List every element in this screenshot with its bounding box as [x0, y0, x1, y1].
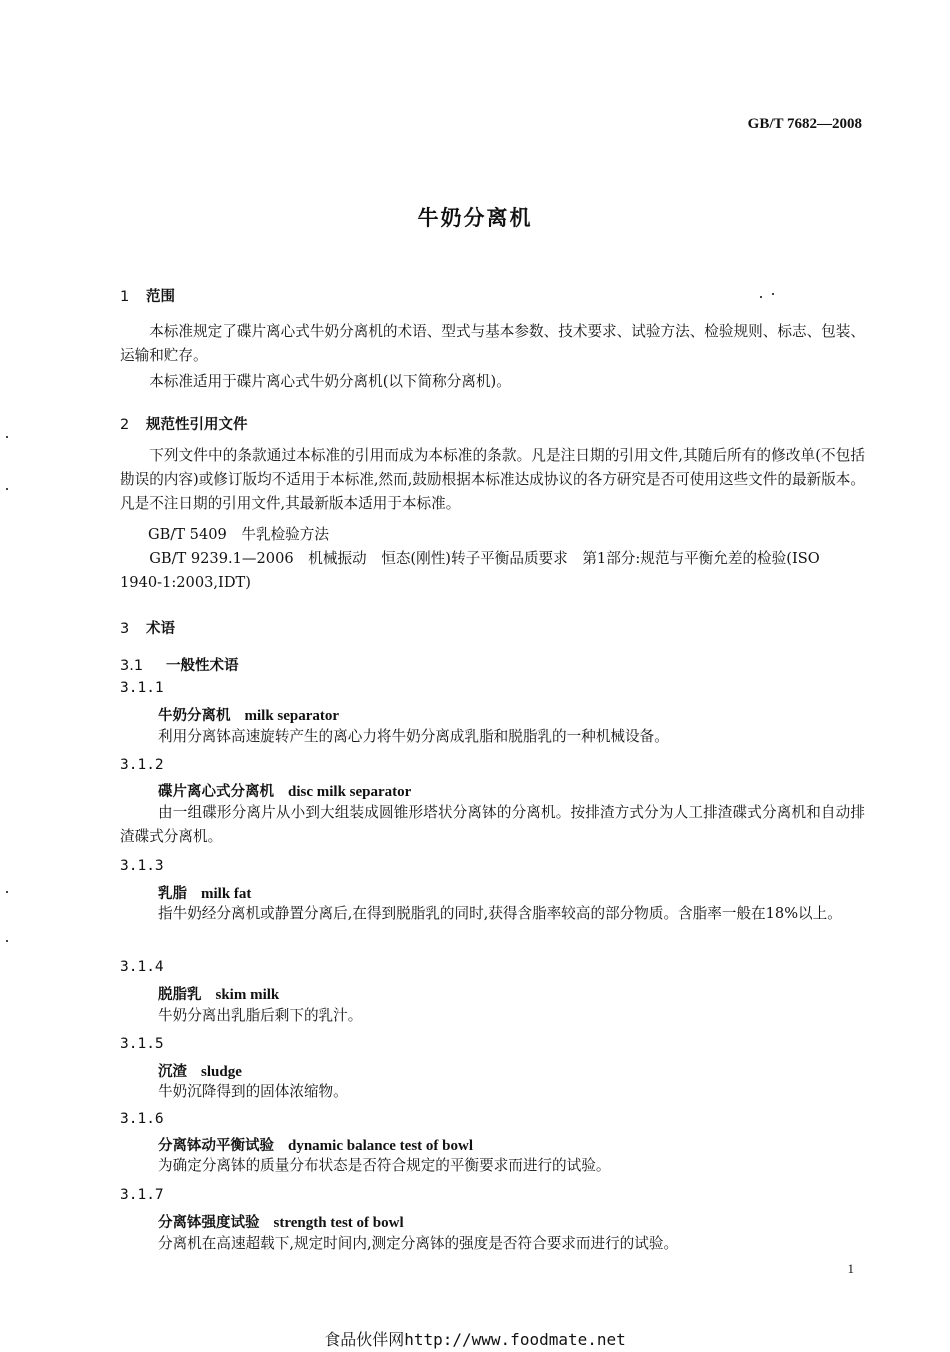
subsection-heading	[120, 654, 239, 675]
term-definition: 牛奶分离出乳脂后剩下的乳汁。	[158, 1007, 363, 1024]
section-3-heading	[120, 617, 175, 638]
scan-speck	[760, 296, 762, 298]
term-en: milk separator	[244, 708, 340, 724]
section-title: 术语	[146, 621, 175, 637]
term-definition: 由一组碟形分离片从小到大组装成圆锥形塔状分离钵的分离机。按排渣方式分为人工排渣碟式分离机和自动排渣碟式分离机。	[120, 804, 865, 845]
term-id: 3.1.1	[120, 680, 164, 696]
section-number: 2	[120, 417, 130, 433]
paragraph: 下列文件中的条款通过本标准的引用而成为本标准的条款。凡是注日期的引用文件,其随后所有的修改单(不包括勘误的内容)或修订版均不适用于本标准,然而,鼓励根据本标准达成协议的各方研究是否可使用这些文件的最新版本。凡是不注日期的引用文件,其最新版本适用于本标准。	[120, 447, 865, 512]
term-definition: 牛奶沉降得到的固体浓缩物。	[158, 1083, 348, 1100]
term-zh: 沉渣	[158, 1063, 187, 1080]
term-zh: 脱脂乳	[158, 986, 202, 1003]
scan-speck	[6, 891, 8, 893]
term-heading	[158, 780, 411, 801]
term-en: dynamic balance test of bowl	[288, 1138, 473, 1154]
term-zh: 乳脂	[158, 885, 187, 902]
scan-speck	[772, 293, 774, 295]
term-zh: 分离钵强度试验	[158, 1214, 260, 1231]
term-zh: 碟片离心式分离机	[158, 783, 274, 800]
term-id: 3.1.6	[120, 1111, 164, 1127]
reference-item: GB/T 5409 牛乳检验方法	[148, 526, 329, 543]
term-heading	[158, 1060, 242, 1081]
term-heading	[158, 983, 279, 1004]
scan-speck	[6, 488, 8, 490]
document-title: 牛奶分离机	[417, 206, 533, 230]
section-2-heading	[120, 413, 248, 434]
term-en: disc milk separator	[288, 784, 412, 800]
term-id: 3.1.3	[120, 858, 164, 874]
section-number: 3	[120, 621, 130, 637]
term-definition: 分离机在高速超载下,规定时间内,测定分离钵的强度是否符合要求而进行的试验。	[158, 1235, 679, 1252]
term-zh: 牛奶分离机	[158, 707, 231, 724]
section-number: 1	[120, 289, 130, 305]
scan-speck	[6, 436, 8, 438]
term-definition: 为确定分离钵的质量分布状态是否符合规定的平衡要求而进行的试验。	[158, 1157, 611, 1174]
page-number: 1	[847, 1261, 854, 1276]
section-title: 规范性引用文件	[146, 417, 248, 433]
footer-watermark: 食品伙伴网http://www.foodmate.net	[324, 1330, 626, 1349]
reference-item: GB/T 9239.1—2006 机械振动 恒态(刚性)转子平衡品质要求 第1部分:规范与平衡允差的检验(ISO 1940-1:2003,IDT)	[120, 550, 820, 591]
term-id: 3.1.4	[120, 959, 164, 975]
term-en: milk fat	[201, 886, 252, 902]
term-heading	[158, 704, 339, 725]
term-en: skim milk	[215, 987, 280, 1003]
term-heading	[158, 1211, 404, 1232]
term-en: sludge	[201, 1064, 242, 1080]
standard-code: GB/T 7682—2008	[747, 116, 862, 132]
paragraph: 本标准规定了碟片离心式牛奶分离机的术语、型式与基本参数、技术要求、试验方法、检验规则、标志、包装、运输和贮存。	[120, 323, 865, 364]
term-id: 3.1.5	[120, 1036, 164, 1052]
section-1-heading	[120, 285, 175, 306]
scan-speck	[6, 940, 8, 942]
term-heading	[158, 1134, 473, 1155]
section-title: 范围	[146, 289, 175, 305]
term-id: 3.1.7	[120, 1187, 164, 1203]
term-id: 3.1.2	[120, 757, 164, 773]
subsection-number: 3.1	[120, 658, 144, 674]
subsection-title: 一般性术语	[166, 658, 239, 674]
term-en: strength test of bowl	[273, 1215, 404, 1231]
term-heading	[158, 882, 251, 903]
term-definition: 利用分离钵高速旋转产生的离心力将牛奶分离成乳脂和脱脂乳的一种机械设备。	[158, 728, 669, 745]
term-definition: 指牛奶经分离机或静置分离后,在得到脱脂乳的同时,获得含脂率较高的部分物质。含脂率一般在18%以上。	[158, 905, 842, 922]
paragraph: 本标准适用于碟片离心式牛奶分离机(以下简称分离机)。	[149, 373, 511, 390]
term-zh: 分离钵动平衡试验	[158, 1137, 274, 1154]
